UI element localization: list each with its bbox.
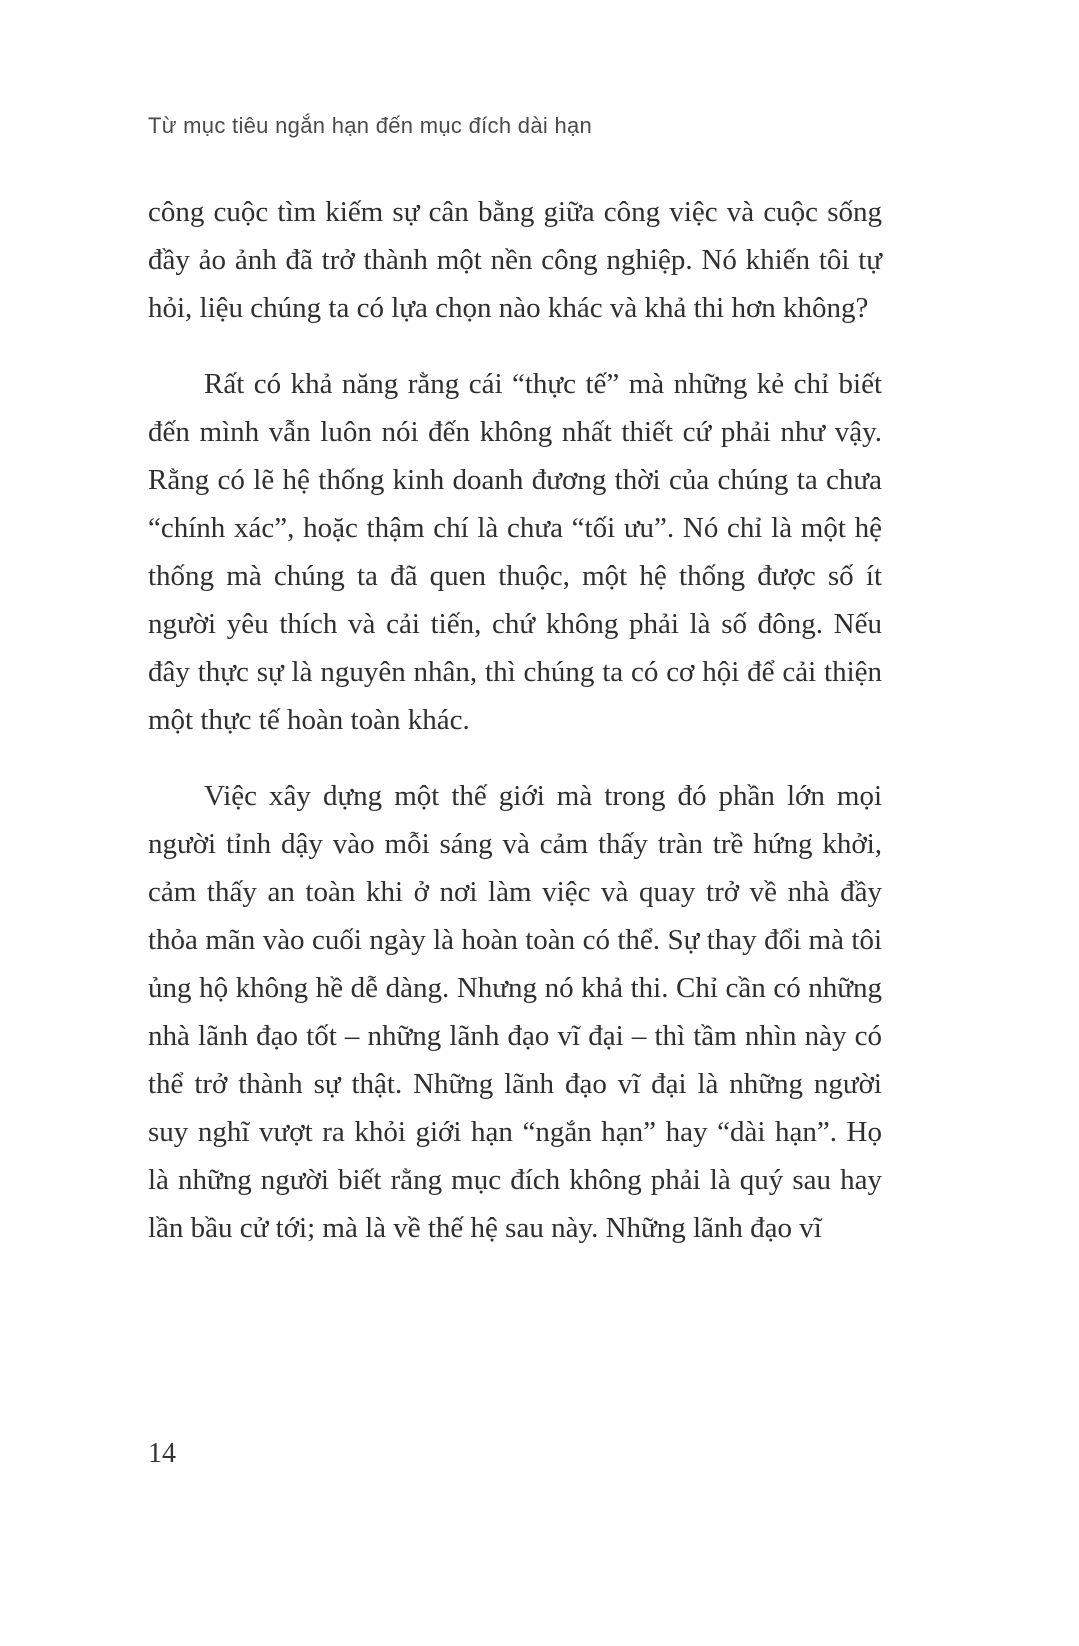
paragraph: Việc xây dựng một thế giới mà trong đó phần lớn mọi người tỉnh dậy vào mỗi sáng và cảm thấy tràn trề hứng khởi, cảm thấy an toàn khi ở nơi làm việc và quay trở về nhà đầy thỏa mãn vào cuối ngày là hoàn toàn có thể. Sự thay đổi mà tôi ủng hộ không hề dễ dàng. Nhưng nó khả thi. Chỉ cần có những nhà lãnh đạo tốt – những lãnh đạo vĩ đại – thì tầm nhìn này có thể trở thành sự thật. Những lãnh đạo vĩ đại là những người suy nghĩ vượt ra khỏi giới hạn “ngắn hạn” hay “dài hạn”. Họ là những người biết rằng mục đích không phải là quý sau hay lần bầu cử tới; mà là về thế hệ sau này. Những lãnh đạo vĩ: [148, 780, 882, 1244]
paragraph-continuation: công cuộc tìm kiếm sự cân bằng giữa công việc và cuộc sống đầy ảo ảnh đã trở thành một nền công nghiệp. Nó khiến tôi tự hỏi, liệu chúng ta có lựa chọn nào khác và khả thi hơn không?: [148, 196, 882, 324]
page-number: 14: [148, 1438, 176, 1469]
paragraph: Rất có khả năng rằng cái “thực tế” mà những kẻ chỉ biết đến mình vẫn luôn nói đến không nhất thiết cứ phải như vậy. Rằng có lẽ hệ thống kinh doanh đương thời của chúng ta chưa “chính xác”, hoặc thậm chí là chưa “tối ưu”. Nó chỉ là một hệ thống mà chúng ta đã quen thuộc, một hệ thống được số ít người yêu thích và cải tiến, chứ không phải là số đông. Nếu đây thực sự là nguyên nhân, thì chúng ta có cơ hội để cải thiện một thực tế hoàn toàn khác.: [148, 368, 882, 736]
running-header: Từ mục tiêu ngắn hạn đến mục đích dài hạn: [148, 113, 593, 138]
page-body: [148, 188, 882, 1280]
